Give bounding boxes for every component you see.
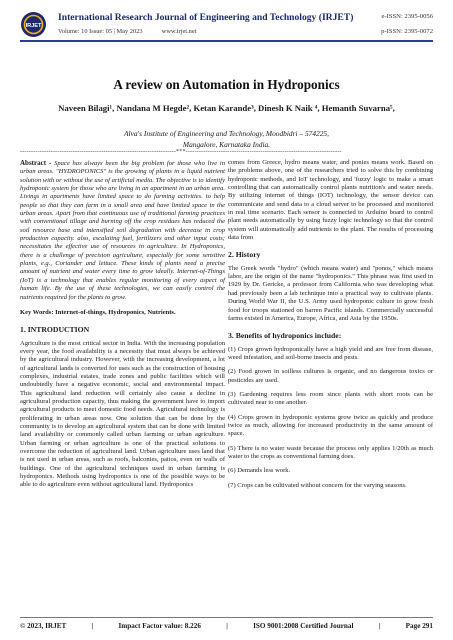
footer-separator: |	[226, 622, 228, 630]
keywords-label: Key Words:	[20, 308, 54, 316]
benefit-item: (3) Gardening requires less room since plants with short roots can be cultivated near to one another.	[228, 390, 433, 407]
benefits-heading: 3. Benefits of hydroponics include:	[228, 331, 342, 341]
copyright: © 2023, IRJET	[20, 622, 67, 630]
p-issn: p-ISSN: 2395-0072	[381, 28, 433, 35]
journal-title: International Research Journal of Engineering and Technology (IRJET)	[58, 12, 354, 23]
benefit-item: (1) Crops grown hydroponically have a high yield and are free from disease, weed infestation, and soil-borne insects and pests.	[228, 345, 433, 361]
page-footer	[20, 622, 433, 630]
benefit-item: (5) There is no water waste because the process only applies 1/20th as much water to the crops as conventional farming does.	[228, 444, 433, 460]
intro-continued: comes from Greece, hydro means water, and ponies means work. Based on the problems above, one of the researchers tried to solve this by combining hydroponic methods, and IoT technology, and 'fuzzy' logic to make a smart controlling that can automatically control plants nutrition's and water needs. By utilizing internet of things (IOT) technology, the sensor device can communicate and send data to a cloud server to be processed and monitored in real time scenario. Each sensor is connected to Arduino board to control plant needs automatically by using fuzzy logic technology so that the control system will automatically add nutrients to the plant. The results of processing data from	[228, 159, 433, 242]
separator-line: -----------------------------------------------------------------------***-----------------------------------------------------------------------	[20, 149, 342, 155]
keywords	[20, 309, 225, 317]
footer-rule	[20, 617, 433, 618]
right-column	[228, 159, 433, 496]
volume-issue: Volume: 10 Issue: 05 | May 2023 www.irjet.net	[58, 28, 197, 35]
left-column	[20, 159, 225, 496]
impact-factor: Impact Factor value: 8.226	[118, 622, 201, 630]
e-issn: e-ISSN: 2395-0056	[381, 13, 433, 20]
intro-heading: 1. INTRODUCTION	[20, 325, 90, 335]
benefit-item: (7) Crops can be cultivated without concern for the varying seasons.	[228, 481, 407, 489]
header-rule	[20, 40, 433, 42]
abstract-text: Space has always been the big problem for those who live in urban areas. "HYDROPONICS" is the growing of plants in a liquid nutrient solution with or without the use of artificial media. The objective is to identify hydroponic system for those who are living in an apartment in an urban area. Livings in apartments have limited space to do farming activities. to help people so that they can farm in a small area and have limited space in the urban areas. Apart from that continuous use of traditional farming practices with conventional tillage and burning off the crop residues has reduced the soil resource base and intensified soil degradation with decrease in crop production capacity. also, escalating fuel, fertilizers and other input costs; necessitates the effective use of resources in agriculture. In Hydroponics, there is a challenge of precision agriculture, especially for some sensitive plants, e.g., Coriander and lettuce. These kinds of plants need a precise amount of nutrient and water every time to grow ideally. Internet-of-Things (IoT) is a technology that enables regular monitoring of every aspect of human life. By the use of these technologies, we can easily control the nutrients required for the plants to grow.	[20, 160, 225, 301]
affiliation-line-2: Mangalore, Karnataka India.	[182, 140, 271, 149]
page-number: Page 291	[405, 622, 433, 630]
abstract-label: Abstract -	[20, 159, 52, 167]
logo-text: IRJET	[25, 22, 42, 29]
benefit-item: (2) Food grown in soilless cultures is organic, and no dangerous toxics or pesticides are used.	[228, 368, 433, 384]
affiliation-line-1: Alva's Institute of Engineering and Technology, Moodbidri – 574225,	[124, 129, 329, 138]
author-list: Naveen Bilagi¹, Nandana M Hegde², Ketan Karande³, Dinesh K Naik ⁴, Hemanth Suvarna⁵,	[58, 103, 395, 113]
footer-separator: |	[378, 622, 381, 630]
benefit-item: (4) Crops grown in hydroponic systems grow twice as quickly and produce twice as much, allowing for increased productivity in the same amount of space.	[228, 413, 433, 438]
paper-title: A review on Automation in Hydroponics	[113, 77, 340, 92]
history-heading: 2. History	[228, 250, 261, 260]
footer-separator: |	[91, 622, 94, 630]
iso-certification: ISO 9001:2008 Certified Journal	[253, 622, 354, 630]
history-paragraph: The Greek words "hydro" (which means water) and "ponos," which means labor, are the origin of the name "hydroponics." This phrase was first used in 1929 by Dr. Gericke, a professor from California who was developing what had previously been a lab technique into a practical way to cultivate plants. During World War II, the U.S. Army used hydroponic culture to grow fresh food for troops stationed on barren Pacific islands. Commercially successful farms existed in America, Europe, Africa, and Asia by the 1950s.	[228, 264, 433, 322]
abstract	[20, 159, 225, 302]
irjet-logo	[20, 11, 47, 38]
intro-paragraph: Agriculture is the most critical sector in India. With the increasing population every year, the food availability is a necessity that must always be achieved by the agricultural industry. However, with the increasing development, a lot of agricultural lands is converted for uses such as the construction of housing complexes, industrial estates, trade zones and public facilities which will undoubtedly have a negative economic, social and environmental impact. This agricultural land reduction will certainly also cause a decline in agricultural production capacity, thus making the government have to import agricultural products to meet domestic food needs. Agricultural technology is proliferating in urban areas now. One solution that can be done by the community is to develop an agricultural system that can be done with limited land availability or commonly called urban farming or urban agriculture. Urban farming or urban agriculture is one of the practical solutions to overcome the reduction of agricultural land. Urban agriculture uses land that is not used in urban areas, such as roofs, balconies, patios, even on walls of buildings. One of the agricultural techniques used in urban farming is hydroponics. Methods using hydroponics is one of the possible ways to be able to do agriculture even without agricultural land. Hydroponics	[20, 339, 225, 489]
affiliation	[0, 128, 453, 150]
benefit-item: (6) Demands less work.	[228, 467, 291, 475]
keywords-text: Internet-of-things, Hydroponics, Nutrients.	[53, 308, 176, 316]
